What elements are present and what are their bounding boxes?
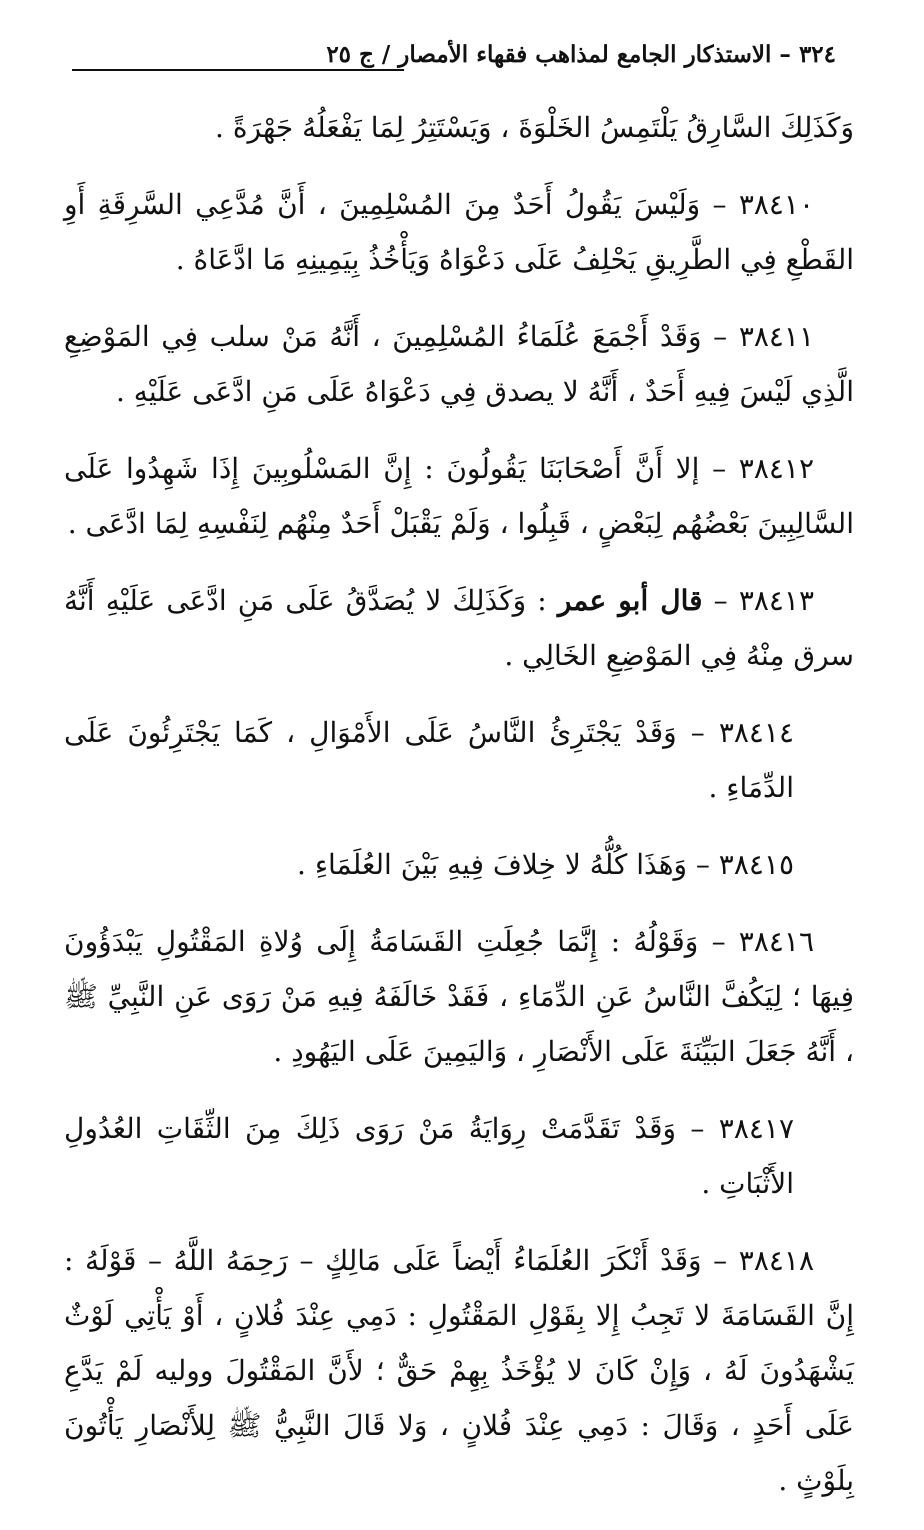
paragraph-number: ٣٨٤١٨ –	[713, 1244, 814, 1277]
paragraph-number: ٣٨٤١٣ –	[713, 584, 815, 617]
paragraph-38413	[64, 573, 854, 683]
paragraph-number: ٣٨٤١١ –	[713, 320, 815, 353]
paragraph-number: ٣٨٤١٦ –	[711, 925, 814, 958]
paragraph-38416	[64, 914, 854, 1079]
page-body	[64, 100, 854, 1530]
paragraph-text: وَقَدْ يَجْتَرِئُ النَّاسُ عَلَى الأَمْوَالِ ، كَمَا يَجْتَرِئُونَ عَلَى الدِّمَاءِ .	[64, 716, 794, 804]
paragraph-text: وَقَدْ أَجْمَعَ عُلَمَاءُ المُسْلِمِينَ ، أَنَّهُ مَنْ سلب فِي المَوْضِعِ الَّذِي لَيْسَ فِيهِ أَحَدٌ ، أَنَّهُ لا يصدق فِي دَعْوَاهُ عَلَى مَنِ ادَّعَى عَلَيْهِ .	[64, 320, 854, 408]
paragraph-number: ٣٨٤١٥ –	[695, 848, 794, 881]
paragraph-text: وَقَدْ أَنْكَرَ العُلَمَاءُ أَيْضاً عَلَى مَالِكٍ – رَحِمَهُ اللَّهُ – قَوْلَهُ : إِنَّ القَسَامَةَ لا تَجِبُ إِلا بِقَوْلِ المَقْتُولِ : دَمِي عِنْدَ فُلانٍ ، أَوْ يَأْتِي لَوْثٌ يَشْهَدُونَ لَهُ ، وَإِنْ كَانَ لا يُؤْخَذُ بِهِمْ حَقٌّ ؛ لأَنَّ المَقْتُولَ ووليه لَمْ يَدَّعِ عَلَى أَحَدٍ ، وَقَالَ : دَمِي عِنْدَ فُلانٍ ، وَلا قَالَ النَّبِيُّ ﷺ لِلأَنْصَارِ يَأْتُونَ بِلَوْثٍ .	[64, 1244, 854, 1497]
paragraph-text: وَهَذَا كُلُّهُ لا خِلافَ فِيهِ بَيْنَ العُلَمَاءِ .	[297, 848, 687, 881]
paragraph-number: ٣٨٤١٤ –	[690, 716, 795, 749]
paragraph-number: ٣٨٤١٢ –	[712, 452, 814, 485]
paragraph-text: إلا أَنَّ أَصْحَابَنَا يَقُولُونَ : إِنَّ المَسْلُوبِينَ إِذَا شَهِدُوا عَلَى السَّالِبِينَ بَعْضُهُم لِبَعْضٍ ، قَبِلُوا ، وَلَمْ يَقْبَلْ أَحَدٌ مِنْهُم لِنَفْسِهِ لِمَا ادَّعَى .	[64, 452, 854, 540]
paragraph-number: ٣٨٤١٧ –	[690, 1112, 794, 1145]
paragraph-number: ٣٨٤١٠ –	[712, 188, 815, 221]
paragraph-text: وَقَوْلُهُ : إِنَّمَا جُعِلَتِ القَسَامَةُ إِلَى وُلاةِ المَقْتُولِ يَبْدَؤُونَ فِيهَا ؛ لِيَكُفَّ النَّاسُ عَنِ الدِّمَاءِ ، فَقَدْ خَالَفَهُ فِيهِ مَنْ رَوَى عَنِ النَّبِيِّ ﷺ ، أَنَّهُ جَعَلَ البَيِّنَةَ عَلَى الأَنْصَارِ ، وَاليَمِينَ عَلَى اليَهُودِ .	[64, 925, 854, 1068]
paragraph-38412	[64, 441, 854, 551]
header-rule	[72, 69, 404, 71]
paragraph-38414	[64, 705, 854, 815]
paragraph-38417	[64, 1101, 854, 1211]
paragraph-38411	[64, 309, 854, 419]
paragraph-38415	[64, 837, 854, 892]
paragraph-text: وَكَذَلِكَ السَّارِقُ يَلْتَمِسُ الخَلْوَةَ ، وَيَسْتَتِرُ لِمَا يَفْعَلُهُ جَهْرَةً .	[215, 111, 854, 144]
paragraph-text: : وَكَذَلِكَ لا يُصَدَّقُ عَلَى مَنِ ادَّعَى عَلَيْهِ أَنَّهُ سرق مِنْهُ فِي المَوْضِعِ الخَالِي .	[64, 584, 854, 672]
paragraph-continuation	[64, 100, 854, 155]
paragraph-text: وَقَدْ تَقَدَّمَتْ رِوَايَةُ مَنْ رَوَى ذَلِكَ مِنَ الثِّقَاتِ العُدُولِ الأَثْبَاتِ .	[64, 1112, 794, 1200]
paragraph-38410	[64, 177, 854, 287]
speaker-name: قال أبو عمر	[557, 584, 703, 617]
running-header: ٣٢٤ – الاستذكار الجامع لمذاهب فقهاء الأمصار / ج ٢٥	[326, 41, 836, 68]
paragraph-38418	[64, 1233, 854, 1508]
paragraph-text: وَلَيْسَ يَقُولُ أَحَدٌ مِنَ المُسْلِمِينَ ، أَنَّ مُدَّعِي السَّرِقَةِ أَوِ القَطْعِ فِي الطَّرِيقِ يَحْلِفُ عَلَى دَعْوَاهُ وَيَأْخُذُ بِيَمِينِهِ مَا ادَّعَاهُ .	[64, 188, 854, 276]
